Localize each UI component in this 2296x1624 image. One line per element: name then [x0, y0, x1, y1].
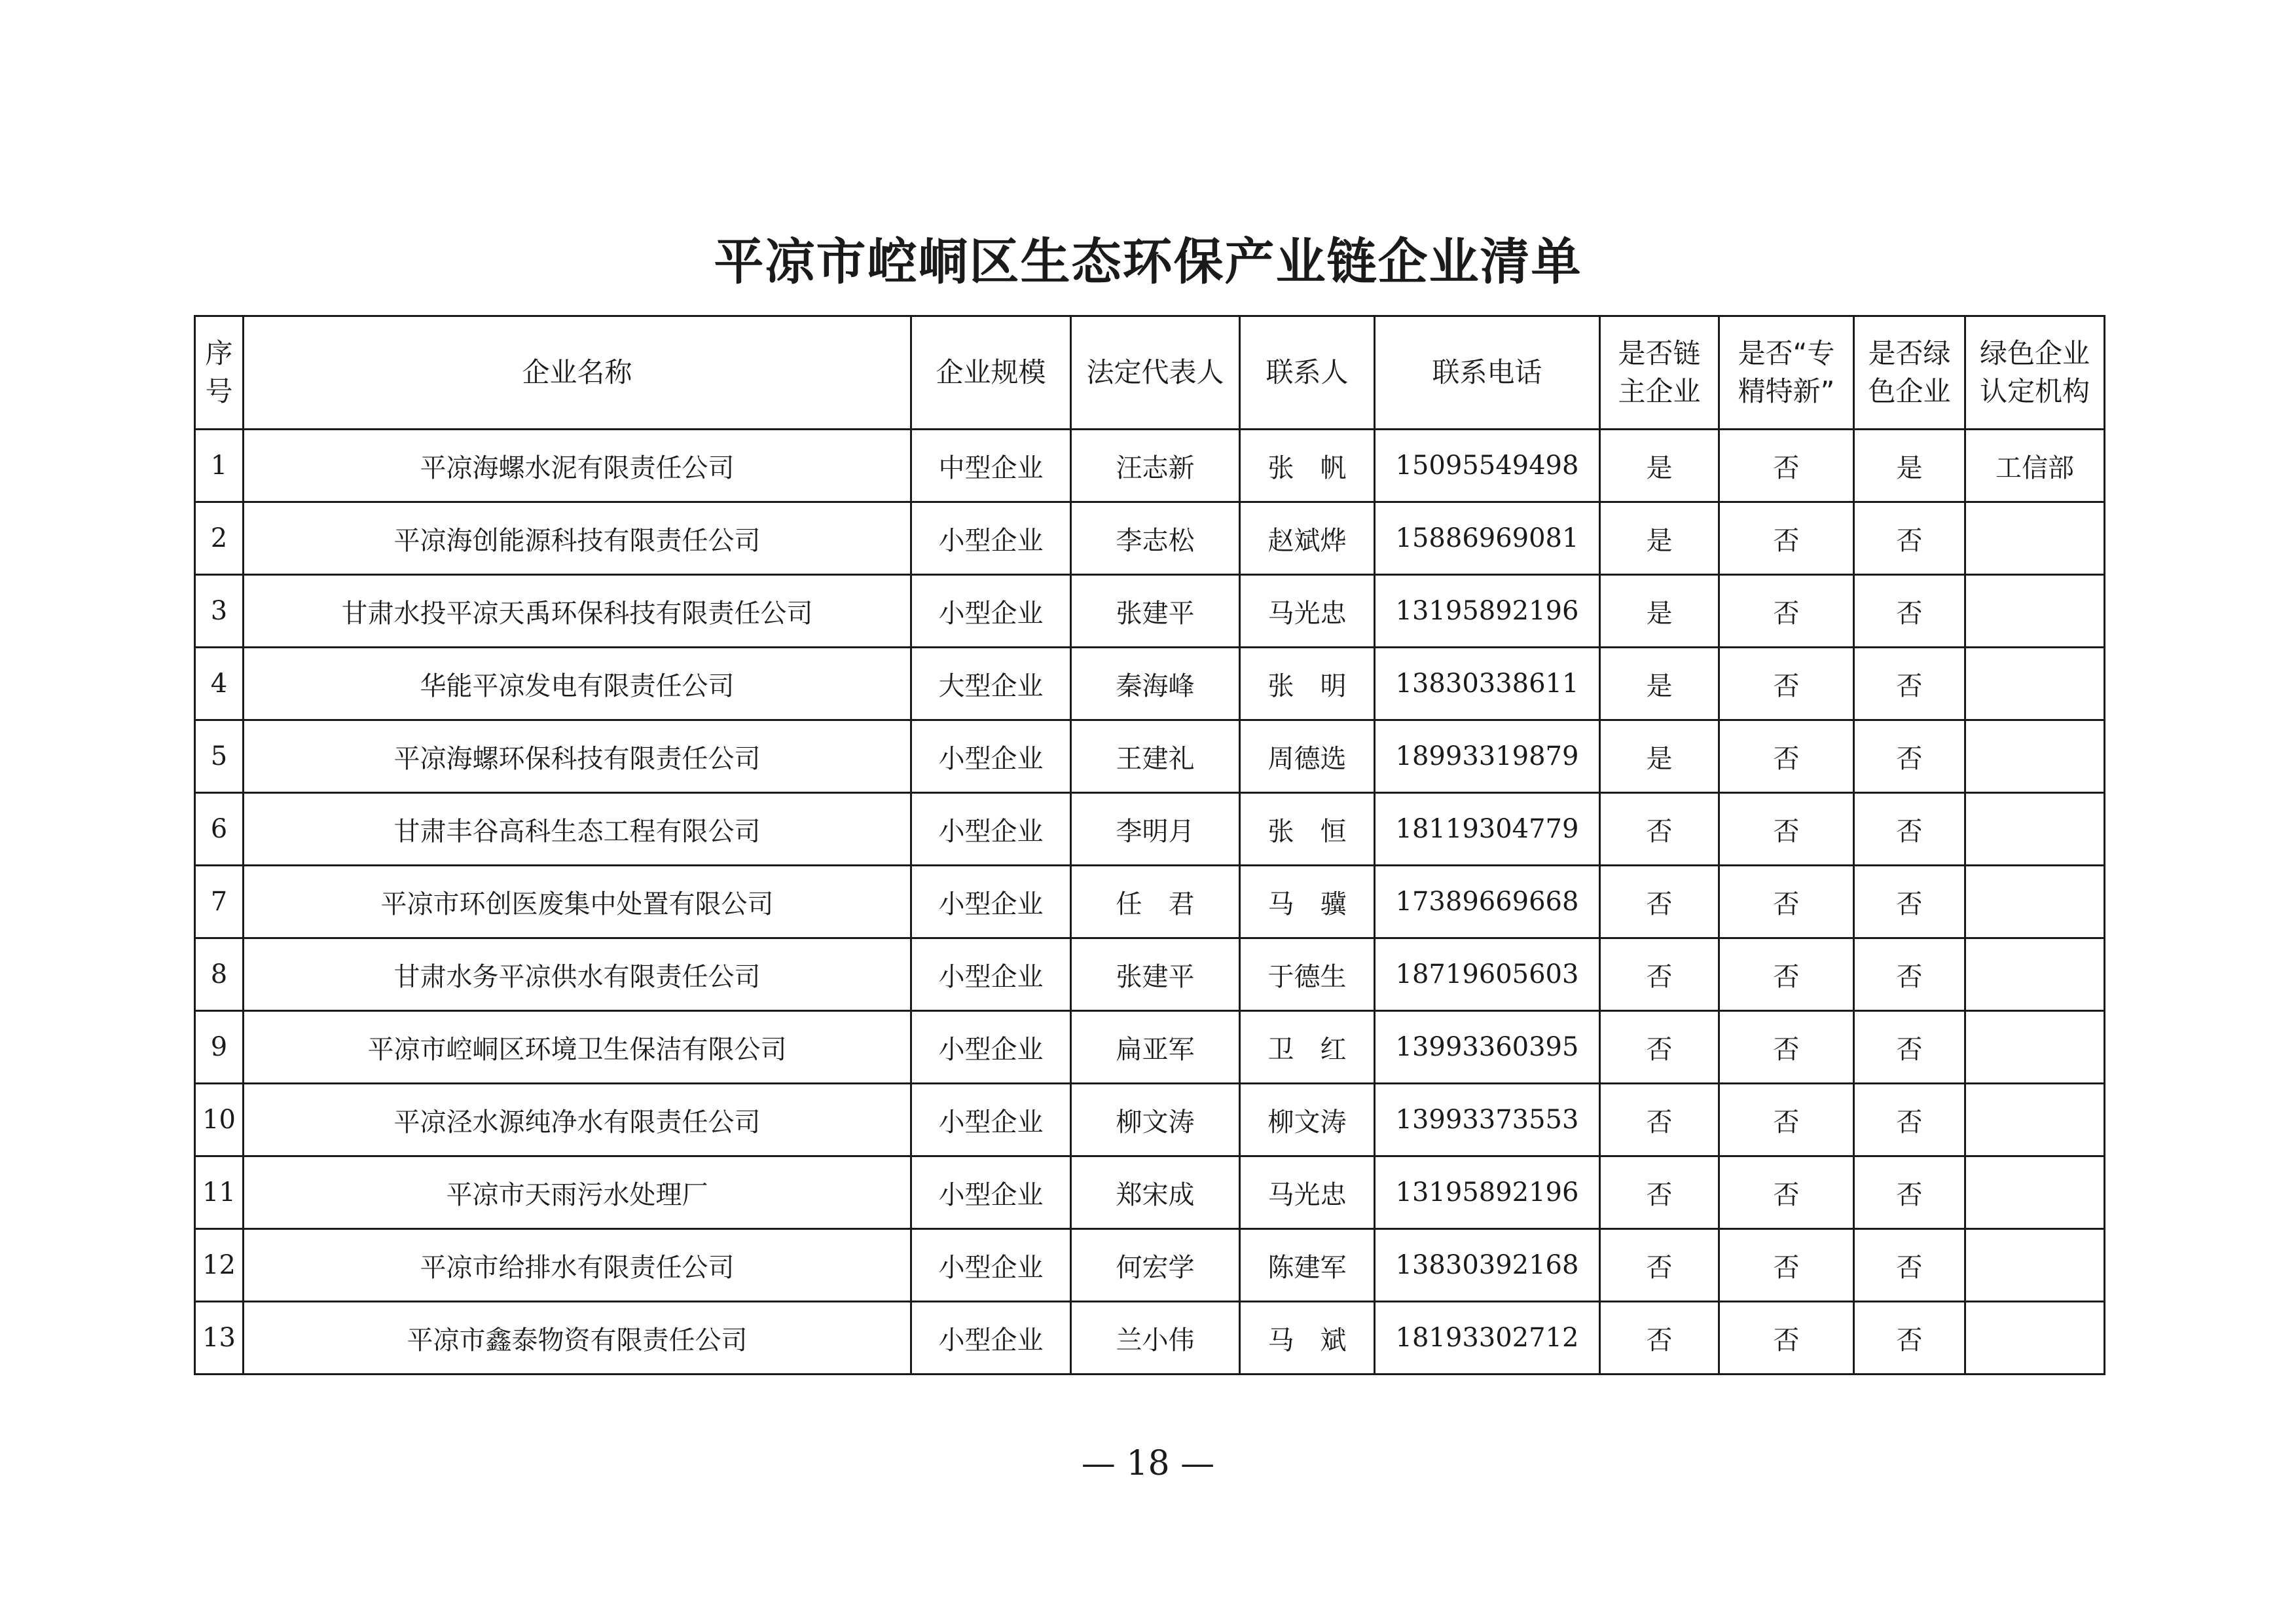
cell-company-name: 平凉海创能源科技有限责任公司	[244, 502, 911, 575]
header-green-certification-body	[1965, 316, 2105, 430]
cell-contact-phone: 13993373553	[1375, 1084, 1600, 1156]
cell-contact-phone: 15095549498	[1375, 430, 1600, 502]
cell-contact-person: 张 恒	[1240, 793, 1375, 866]
cell-company-name: 平凉泾水源纯净水有限责任公司	[244, 1084, 911, 1156]
cell-contact-phone: 13195892196	[1375, 575, 1600, 648]
cell-serial-number: 13	[195, 1302, 244, 1375]
cell-chain-leader: 否	[1600, 1302, 1719, 1375]
cell-contact-person: 张 帆	[1240, 430, 1375, 502]
cell-company-scale: 小型企业	[911, 1011, 1071, 1084]
cell-specialized-new: 否	[1719, 1011, 1854, 1084]
cell-green-certification-body	[1965, 720, 2105, 793]
table-row	[195, 1011, 2105, 1084]
cell-green-enterprise: 否	[1854, 1229, 1965, 1302]
cell-contact-phone: 18993319879	[1375, 720, 1600, 793]
cell-green-certification-body	[1965, 502, 2105, 575]
cell-chain-leader: 否	[1600, 793, 1719, 866]
cell-contact-phone: 17389669668	[1375, 866, 1600, 938]
cell-legal-representative: 郑宋成	[1071, 1156, 1240, 1229]
cell-green-enterprise: 否	[1854, 1084, 1965, 1156]
table-body	[195, 430, 2105, 1375]
cell-contact-phone: 13830338611	[1375, 648, 1600, 720]
table-row	[195, 575, 2105, 648]
cell-contact-person: 赵斌烨	[1240, 502, 1375, 575]
cell-chain-leader: 否	[1600, 866, 1719, 938]
table-row	[195, 938, 2105, 1011]
cell-green-enterprise: 否	[1854, 502, 1965, 575]
table-row	[195, 648, 2105, 720]
cell-serial-number: 8	[195, 938, 244, 1011]
enterprise-list-table	[194, 315, 2105, 1375]
cell-company-scale: 小型企业	[911, 1156, 1071, 1229]
cell-serial-number: 12	[195, 1229, 244, 1302]
header-green-enterprise-line: 色企业	[1868, 375, 1951, 407]
header-contact-phone-line: 联系电话	[1432, 356, 1542, 388]
cell-company-scale: 小型企业	[911, 1229, 1071, 1302]
cell-contact-phone: 18119304779	[1375, 793, 1600, 866]
cell-contact-person: 马光忠	[1240, 575, 1375, 648]
cell-specialized-new: 否	[1719, 1229, 1854, 1302]
header-specialized-new-line: 精特新”	[1738, 375, 1835, 407]
header-company-name	[244, 316, 911, 430]
cell-company-scale: 小型企业	[911, 502, 1071, 575]
cell-green-enterprise: 否	[1854, 1156, 1965, 1229]
cell-green-enterprise: 否	[1854, 648, 1965, 720]
cell-serial-number: 1	[195, 430, 244, 502]
cell-company-scale: 小型企业	[911, 575, 1071, 648]
cell-specialized-new: 否	[1719, 648, 1854, 720]
header-specialized-new	[1719, 316, 1854, 430]
header-serial-number	[195, 316, 244, 430]
cell-green-certification-body: 工信部	[1965, 430, 2105, 502]
cell-contact-person: 陈建军	[1240, 1229, 1375, 1302]
cell-company-name: 甘肃丰谷高科生态工程有限公司	[244, 793, 911, 866]
cell-specialized-new: 否	[1719, 1084, 1854, 1156]
cell-company-name: 甘肃水投平凉天禹环保科技有限责任公司	[244, 575, 911, 648]
cell-specialized-new: 否	[1719, 720, 1854, 793]
table-row	[195, 1302, 2105, 1375]
table-row	[195, 1156, 2105, 1229]
cell-chain-leader: 是	[1600, 430, 1719, 502]
cell-company-scale: 大型企业	[911, 648, 1071, 720]
table-header	[195, 316, 2105, 430]
cell-legal-representative: 李志松	[1071, 502, 1240, 575]
cell-company-name: 平凉市鑫泰物资有限责任公司	[244, 1302, 911, 1375]
cell-legal-representative: 张建平	[1071, 575, 1240, 648]
table-row	[195, 502, 2105, 575]
cell-green-certification-body	[1965, 648, 2105, 720]
cell-green-certification-body	[1965, 1156, 2105, 1229]
cell-green-certification-body	[1965, 1084, 2105, 1156]
cell-company-scale: 中型企业	[911, 430, 1071, 502]
cell-serial-number: 3	[195, 575, 244, 648]
cell-legal-representative: 何宏学	[1071, 1229, 1240, 1302]
table-row	[195, 1084, 2105, 1156]
cell-chain-leader: 否	[1600, 1084, 1719, 1156]
table-row	[195, 430, 2105, 502]
cell-contact-phone: 15886969081	[1375, 502, 1600, 575]
cell-serial-number: 11	[195, 1156, 244, 1229]
cell-serial-number: 9	[195, 1011, 244, 1084]
table-row	[195, 793, 2105, 866]
cell-contact-phone: 13195892196	[1375, 1156, 1600, 1229]
cell-company-name: 平凉海螺环保科技有限责任公司	[244, 720, 911, 793]
cell-green-certification-body	[1965, 1229, 2105, 1302]
cell-legal-representative: 汪志新	[1071, 430, 1240, 502]
header-legal-representative-line: 法定代表人	[1086, 356, 1224, 388]
cell-company-name: 平凉市环创医废集中处置有限公司	[244, 866, 911, 938]
cell-legal-representative: 兰小伟	[1071, 1302, 1240, 1375]
cell-contact-person: 于德生	[1240, 938, 1375, 1011]
cell-green-certification-body	[1965, 1302, 2105, 1375]
cell-contact-person: 马 斌	[1240, 1302, 1375, 1375]
header-chain-leader	[1600, 316, 1719, 430]
cell-legal-representative: 张建平	[1071, 938, 1240, 1011]
cell-contact-phone: 13830392168	[1375, 1229, 1600, 1302]
cell-chain-leader: 否	[1600, 938, 1719, 1011]
cell-company-scale: 小型企业	[911, 1302, 1071, 1375]
header-chain-leader-line: 主企业	[1618, 375, 1701, 407]
cell-green-enterprise: 否	[1854, 1302, 1965, 1375]
cell-green-enterprise: 否	[1854, 793, 1965, 866]
cell-contact-person: 张 明	[1240, 648, 1375, 720]
cell-green-certification-body	[1965, 575, 2105, 648]
table-row	[195, 866, 2105, 938]
cell-contact-phone: 18193302712	[1375, 1302, 1600, 1375]
cell-specialized-new: 否	[1719, 502, 1854, 575]
cell-legal-representative: 秦海峰	[1071, 648, 1240, 720]
cell-chain-leader: 否	[1600, 1229, 1719, 1302]
header-row	[195, 316, 2105, 430]
cell-company-scale: 小型企业	[911, 793, 1071, 866]
header-contact-person-line: 联系人	[1266, 356, 1349, 388]
cell-specialized-new: 否	[1719, 575, 1854, 648]
header-legal-representative	[1071, 316, 1240, 430]
cell-contact-person: 马光忠	[1240, 1156, 1375, 1229]
cell-green-enterprise: 否	[1854, 866, 1965, 938]
cell-specialized-new: 否	[1719, 938, 1854, 1011]
cell-specialized-new: 否	[1719, 866, 1854, 938]
header-green-enterprise	[1854, 316, 1965, 430]
cell-chain-leader: 是	[1600, 720, 1719, 793]
cell-serial-number: 10	[195, 1084, 244, 1156]
cell-legal-representative: 任 君	[1071, 866, 1240, 938]
cell-company-name: 平凉市崆峒区环境卫生保洁有限公司	[244, 1011, 911, 1084]
cell-company-name: 平凉市天雨污水处理厂	[244, 1156, 911, 1229]
cell-specialized-new: 否	[1719, 793, 1854, 866]
cell-legal-representative: 柳文涛	[1071, 1084, 1240, 1156]
header-contact-person	[1240, 316, 1375, 430]
cell-specialized-new: 否	[1719, 430, 1854, 502]
cell-contact-person: 马 骥	[1240, 866, 1375, 938]
cell-company-scale: 小型企业	[911, 1084, 1071, 1156]
page-number: — 18 —	[1081, 1444, 1215, 1483]
cell-contact-phone: 13993360395	[1375, 1011, 1600, 1084]
cell-chain-leader: 是	[1600, 575, 1719, 648]
header-serial-number-line: 号	[205, 375, 233, 407]
cell-green-enterprise: 否	[1854, 720, 1965, 793]
cell-chain-leader: 是	[1600, 648, 1719, 720]
cell-legal-representative: 王建礼	[1071, 720, 1240, 793]
cell-green-certification-body	[1965, 866, 2105, 938]
cell-green-certification-body	[1965, 938, 2105, 1011]
cell-green-enterprise: 否	[1854, 1011, 1965, 1084]
cell-legal-representative: 李明月	[1071, 793, 1240, 866]
header-contact-phone	[1375, 316, 1600, 430]
cell-contact-person: 卫 红	[1240, 1011, 1375, 1084]
table-row	[195, 1229, 2105, 1302]
cell-serial-number: 2	[195, 502, 244, 575]
cell-green-enterprise: 否	[1854, 575, 1965, 648]
header-green-certification-body-line: 绿色企业	[1979, 337, 2090, 369]
cell-company-scale: 小型企业	[911, 720, 1071, 793]
cell-contact-person: 周德选	[1240, 720, 1375, 793]
header-company-name-line: 企业名称	[522, 356, 632, 388]
cell-company-scale: 小型企业	[911, 866, 1071, 938]
header-company-scale	[911, 316, 1071, 430]
cell-company-scale: 小型企业	[911, 938, 1071, 1011]
cell-green-certification-body	[1965, 1011, 2105, 1084]
cell-contact-person: 柳文涛	[1240, 1084, 1375, 1156]
cell-legal-representative: 扁亚军	[1071, 1011, 1240, 1084]
cell-company-name: 华能平凉发电有限责任公司	[244, 648, 911, 720]
header-company-scale-line: 企业规模	[936, 356, 1046, 388]
cell-company-name: 甘肃水务平凉供水有限责任公司	[244, 938, 911, 1011]
header-green-enterprise-line: 是否绿	[1868, 337, 1951, 369]
cell-serial-number: 4	[195, 648, 244, 720]
header-green-certification-body-line: 认定机构	[1979, 375, 2090, 407]
cell-serial-number: 6	[195, 793, 244, 866]
cell-green-enterprise: 是	[1854, 430, 1965, 502]
cell-chain-leader: 是	[1600, 502, 1719, 575]
header-chain-leader-line: 是否链	[1618, 337, 1701, 369]
cell-company-name: 平凉市给排水有限责任公司	[244, 1229, 911, 1302]
header-serial-number-line: 序	[205, 337, 233, 369]
enterprise-list-table-container	[194, 315, 2104, 1375]
header-specialized-new-line: 是否“专	[1738, 337, 1835, 369]
cell-green-certification-body	[1965, 793, 2105, 866]
cell-specialized-new: 否	[1719, 1156, 1854, 1229]
document-title: 平凉市崆峒区生态环保产业链企业清单	[714, 232, 1582, 291]
cell-specialized-new: 否	[1719, 1302, 1854, 1375]
cell-company-name: 平凉海螺水泥有限责任公司	[244, 430, 911, 502]
cell-chain-leader: 否	[1600, 1156, 1719, 1229]
cell-chain-leader: 否	[1600, 1011, 1719, 1084]
cell-contact-phone: 18719605603	[1375, 938, 1600, 1011]
cell-serial-number: 7	[195, 866, 244, 938]
table-row	[195, 720, 2105, 793]
cell-serial-number: 5	[195, 720, 244, 793]
cell-green-enterprise: 否	[1854, 938, 1965, 1011]
